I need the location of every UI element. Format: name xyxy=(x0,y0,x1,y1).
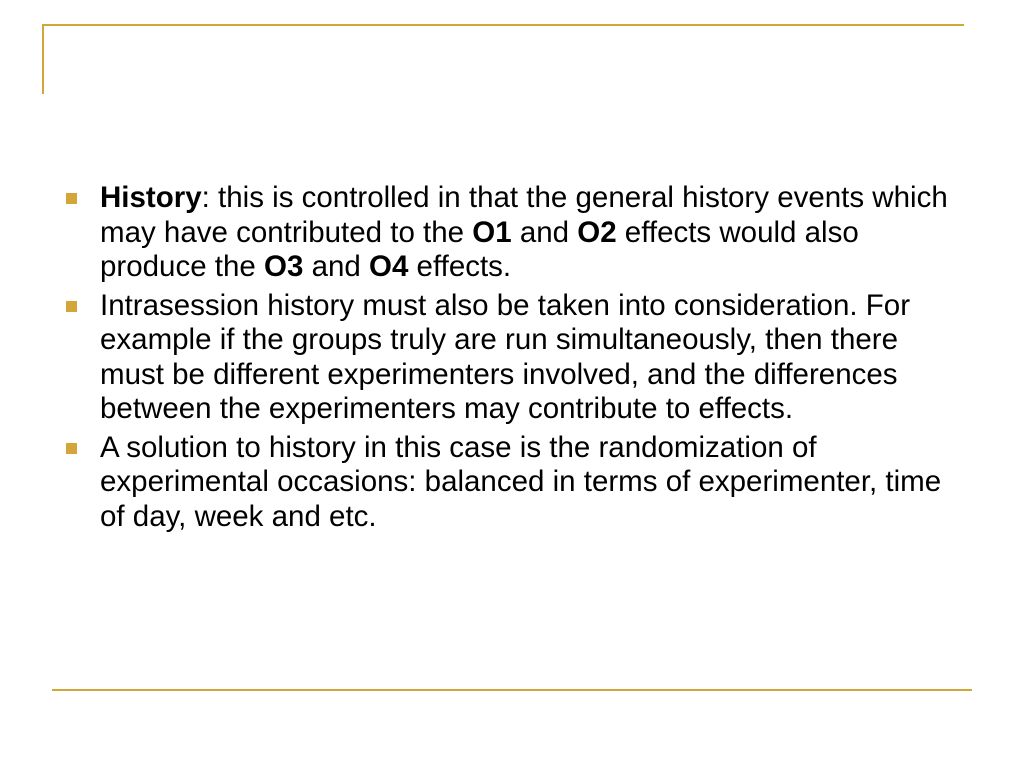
square-bullet-icon xyxy=(66,193,77,204)
bullet-item-history xyxy=(66,181,966,285)
history-text-5: effects. xyxy=(408,250,512,283)
solution-text: A solution to history in this case is the randomization of experimental occasions: balanced in terms of experimenter, time of day, week and etc. xyxy=(100,430,942,533)
o3-label: O3 xyxy=(264,250,304,283)
history-text-4: and xyxy=(303,250,369,283)
square-bullet-icon xyxy=(66,443,77,454)
frame-top-rule xyxy=(42,24,964,26)
bullet-list xyxy=(66,181,966,534)
history-text-3: effects would also produce the xyxy=(100,215,859,283)
history-text-2: and xyxy=(511,215,578,249)
slide-body xyxy=(66,181,966,538)
history-term: History xyxy=(100,181,202,214)
intrasession-text: Intrasession history must also be taken into consideration. For example if the groups truly are run simultaneously, then there must be different experimenters involved, and the differences between the experimenters may contribute to effects. xyxy=(100,288,911,425)
o4-label: O4 xyxy=(369,250,409,283)
history-text-1: : this is controlled in that the general history events which may have contributed to the xyxy=(100,181,948,249)
frame-bottom-rule xyxy=(52,689,972,691)
square-bullet-icon xyxy=(66,301,77,312)
o2-label: O2 xyxy=(577,215,617,249)
frame-left-rule xyxy=(42,24,44,94)
o1-label: O1 xyxy=(472,215,512,249)
bullet-item-intrasession xyxy=(66,289,966,427)
bullet-item-solution xyxy=(66,431,966,535)
